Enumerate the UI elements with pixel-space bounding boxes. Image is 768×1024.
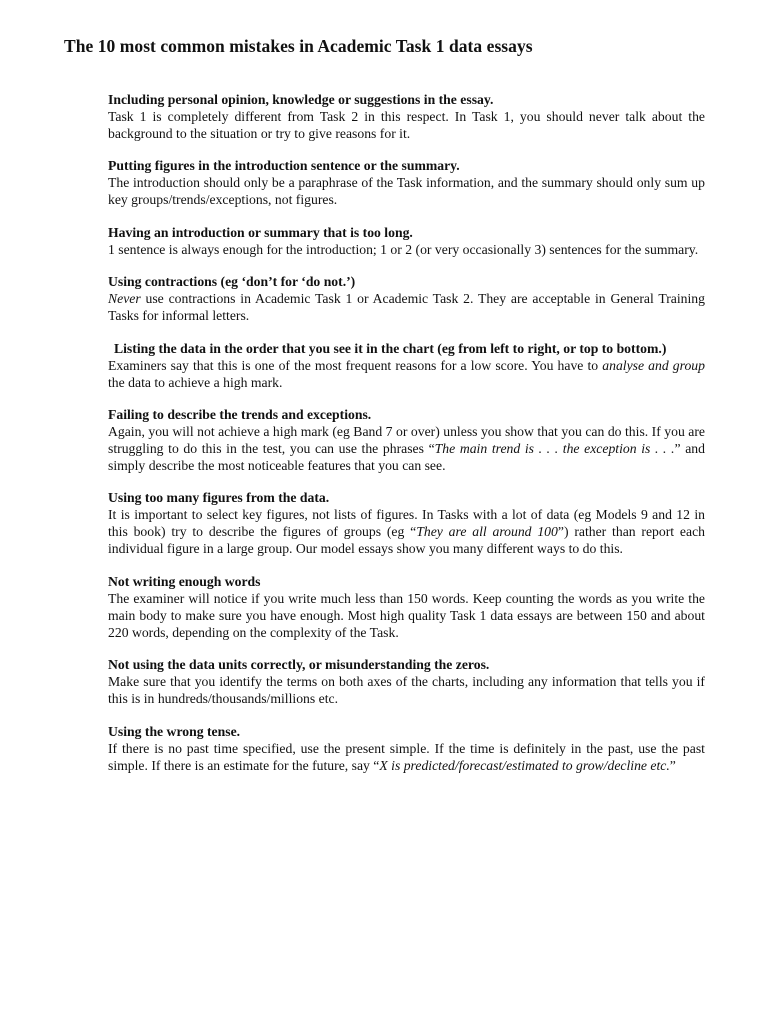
explanation-text: ”) rather than report each individual figure in a large group. Our model essays show you many different ways to do this. (108, 524, 705, 557)
mistake-heading: Having an introduction or summary that is too long. (108, 224, 413, 240)
mistake-8 (108, 573, 705, 641)
emphasis-text: Never (108, 291, 141, 307)
explanation-text: Make sure that you identify the terms on both axes of the charts, including any information that tells you if this is in hundreds/thousands/millions etc. (108, 674, 705, 707)
explanation-text: 1 sentence is always enough for the introduction; 1 or 2 (or very occasionally 3) sentences for the summary. (108, 241, 699, 257)
document-title: The 10 most common mistakes in Academic Task 1 data essays (64, 36, 533, 56)
mistake-heading: Using the wrong tense. (108, 723, 241, 739)
explanation-text: ” and simply describe the most noticeable features that you can see. (108, 440, 705, 473)
mistake-explanation (108, 174, 705, 208)
explanation-text: Examiners say that this is one of the most frequent reasons for a low score. You have to (108, 357, 603, 373)
mistake-explanation (108, 673, 705, 707)
mistake-explanation (108, 290, 705, 324)
explanation-text: Task 1 is completely different from Task 2 in this respect. In Task 1, you should never talk about the background to the situation or try to give reasons for it. (108, 109, 705, 141)
emphasis-text: The main trend is . . . the exception is . . . (434, 440, 675, 456)
explanation-text: The introduction should only be a paraphrase of the Task information, and the summary should only sum up key groups/trends/exceptions, not figures. (108, 175, 705, 208)
mistake-explanation (108, 423, 705, 474)
mistake-explanation (108, 108, 705, 142)
mistake-heading: Using contractions (eg ‘don’t for ‘do not.’) (108, 274, 356, 290)
mistake-heading: Including personal opinion, knowledge or suggestions in the essay. (108, 92, 494, 107)
explanation-text: Again, you will not achieve a high mark (eg Band 7 or over) unless you show that you can do this. If you are struggling to do this in the test, you can use the phrases “ (108, 423, 705, 456)
explanation-text: the data to achieve a high mark. (108, 374, 283, 390)
explanation-text: It is important to select key figures, not lists of figures. In Tasks with a lot of data (eg Models 9 and 12 in this book) try to describe the figures of groups (eg “ (108, 507, 705, 540)
mistake-heading: Not using the data units correctly, or misunderstanding the zeros. (108, 657, 490, 673)
mistake-4 (108, 273, 705, 324)
mistake-heading: Using too many figures from the data. (108, 490, 330, 506)
mistake-1 (108, 91, 705, 142)
mistake-5 (108, 340, 705, 391)
mistake-9 (108, 656, 705, 707)
emphasis-text: X is predicted/forecast/estimated to grow/decline etc. (379, 757, 670, 773)
mistake-explanation (108, 357, 705, 391)
mistake-6 (108, 406, 705, 474)
mistake-10 (108, 723, 705, 774)
mistake-2 (108, 157, 705, 208)
emphasis-text: analyse and group (602, 357, 705, 373)
explanation-text: If there is no past time specified, use the present simple. If the time is definitely in the past, use the past simple. If there is an estimate for the future, say “ (108, 740, 705, 773)
mistake-heading: Not writing enough words (108, 573, 261, 589)
emphasis-text: They are all around 100 (416, 524, 558, 540)
mistake-heading: Failing to describe the trends and exceptions. (108, 406, 372, 422)
mistake-explanation (108, 590, 705, 641)
mistake-7 (108, 489, 705, 557)
mistake-explanation (108, 241, 705, 258)
mistake-heading: Listing the data in the order that you see it in the chart (eg from left to right, or top to bottom.) (114, 340, 667, 356)
mistake-explanation (108, 740, 705, 774)
explanation-text: The examiner will notice if you write much less than 150 words. Keep counting the words as you write the main body to make sure you have enough. Most high quality Task 1 data essays are between 150 and about 220 words, depending on the complexity of the Task. (108, 590, 705, 640)
mistake-heading: Putting figures in the introduction sentence or the summary. (108, 158, 460, 174)
explanation-text: use contractions in Academic Task 1 or Academic Task 2. They are acceptable in General Training Tasks for informal letters. (108, 291, 705, 324)
document-body (108, 91, 705, 789)
mistake-3 (108, 224, 705, 258)
mistake-explanation (108, 506, 705, 557)
explanation-text: ” (669, 757, 676, 773)
